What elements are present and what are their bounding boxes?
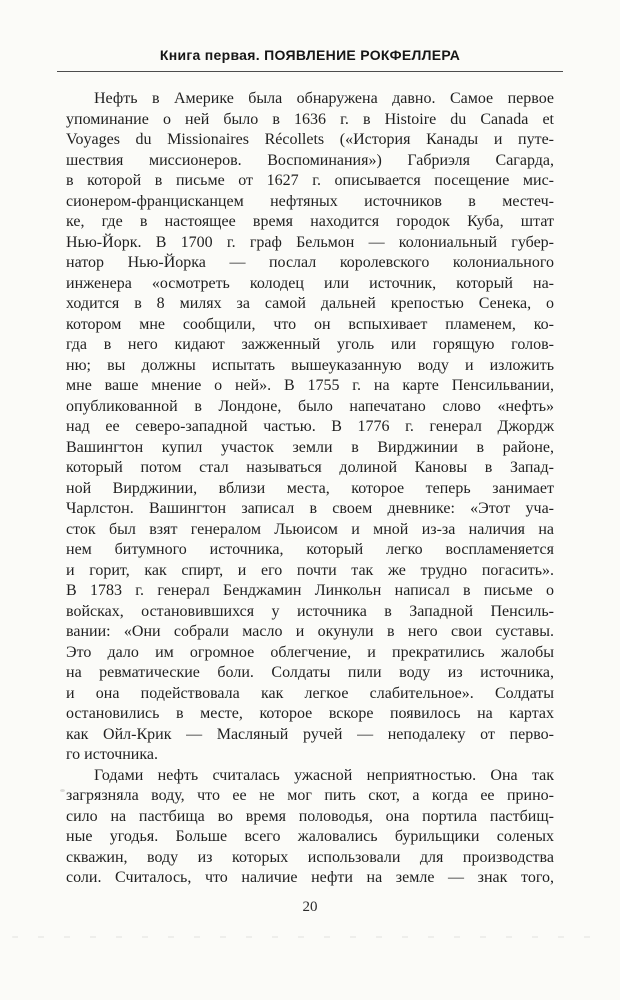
paragraph bbox=[66, 89, 554, 766]
text-line: нем битумного источника, который легко воспламеняется bbox=[66, 541, 554, 558]
text-line: ходится в 8 милях за самой дальней крепостью Сенека, о bbox=[66, 295, 554, 312]
page-number: 20 bbox=[302, 899, 318, 915]
text-line: Годами нефть считалась ужасной неприятностью. Она так bbox=[94, 766, 554, 784]
text-line: войсках, остановившихся у источника в Западной Пенсиль- bbox=[66, 602, 554, 620]
text-line: и она подействовала как легкое слабительное». Солдаты bbox=[66, 684, 554, 702]
text-line: сионером-францисканцем нефтяных источников в местеч- bbox=[66, 192, 554, 210]
text-line: вании: «Они собрали масло и окунули в него свои суставы. bbox=[66, 623, 554, 640]
text-line: натор Нью-Йорка — послал королевского колониального bbox=[66, 254, 554, 271]
scan-artifact bbox=[60, 789, 65, 792]
text-line: шествия миссионеров. Воспоминания») Габриэля Сагарда, bbox=[66, 151, 554, 169]
text-line: ные угодья. Больше всего жаловались бурильщики соленых bbox=[66, 828, 554, 845]
text-line: который потом стал называться долиной Кановы в Запад- bbox=[66, 459, 554, 476]
text-line: Voyages du Missionaires Récollets («История Канады и путе- bbox=[66, 131, 554, 148]
text-line: гда в него кидают зажженный уголь или горящую голов- bbox=[66, 336, 554, 353]
text-line: го источника. bbox=[66, 746, 158, 763]
text-line: остановились в месте, которое вскоре появилось на картах bbox=[66, 705, 554, 722]
scan-artifact bbox=[12, 936, 608, 938]
text-line: соли. Считалось, что наличие нефти на земле — знак того, bbox=[66, 869, 554, 886]
text-line: над ее северо-западной частью. В 1776 г. генерал Джордж bbox=[66, 418, 554, 435]
text-line: В 1783 г. генерал Бенджамин Линкольн написал в письме о bbox=[66, 582, 554, 599]
text-line: Вашингтон купил участок земли в Вирджинии в районе, bbox=[66, 438, 554, 456]
text-line: загрязняла воду, что ее не мог пить скот, а когда ее прино- bbox=[66, 787, 554, 804]
text-line: мне ваше мнение о ней». В 1755 г. на карте Пенсильвании, bbox=[66, 377, 554, 394]
text-line: Нефть в Америке была обнаружена давно. Самое первое bbox=[94, 90, 554, 107]
text-line: сток был взят генералом Льюисом и мной из-за наличия на bbox=[66, 520, 554, 538]
paragraph bbox=[66, 766, 554, 889]
text-line: котором мне сообщили, что он вспыхивает пламенем, ко- bbox=[66, 315, 554, 333]
text-line: на ревматические боли. Солдаты пили воду из источника, bbox=[66, 664, 554, 681]
text-line: опубликованной в Лондоне, было напечатано слово «нефть» bbox=[66, 397, 554, 415]
text-line: сило на пастбища во время половодья, она портила пастбищ- bbox=[66, 807, 554, 825]
body-text bbox=[66, 89, 554, 889]
text-line: и горит, как спирт, и его почти так же трудно погасить». bbox=[66, 561, 554, 579]
text-line: ке, где в настоящее время находится городок Куба, штат bbox=[66, 213, 554, 230]
text-line: как Ойл-Крик — Масляный ручей — неподалеку от перво- bbox=[66, 725, 554, 743]
header-rule bbox=[57, 71, 563, 72]
text-line: скважин, воду из которых использовали для производства bbox=[66, 848, 554, 866]
text-line: упоминание о ней было в 1636 г. в Histoire du Canada et bbox=[66, 110, 554, 128]
text-line: в которой в письме от 1627 г. описывается посещение мис- bbox=[66, 172, 554, 189]
running-title: Книга первая. ПОЯВЛЕНИЕ РОКФЕЛЛЕРА bbox=[159, 47, 461, 63]
text-line: Это дало им огромное облегчение, и прекратились жалобы bbox=[66, 643, 554, 661]
text-line: Чарлстон. Вашингтон записал в своем дневнике: «Этот уча- bbox=[66, 500, 554, 517]
text-line: ню; вы должны испытать вышеуказанную воду и изложить bbox=[66, 356, 554, 374]
text-line: инженера «осмотреть колодец или источник, который на- bbox=[66, 274, 554, 292]
text-line: Нью-Йорк. В 1700 г. граф Бельмон — колониальный губер- bbox=[66, 233, 554, 251]
text-line: ной Вирджинии, вблизи места, которое теперь занимает bbox=[66, 479, 554, 497]
